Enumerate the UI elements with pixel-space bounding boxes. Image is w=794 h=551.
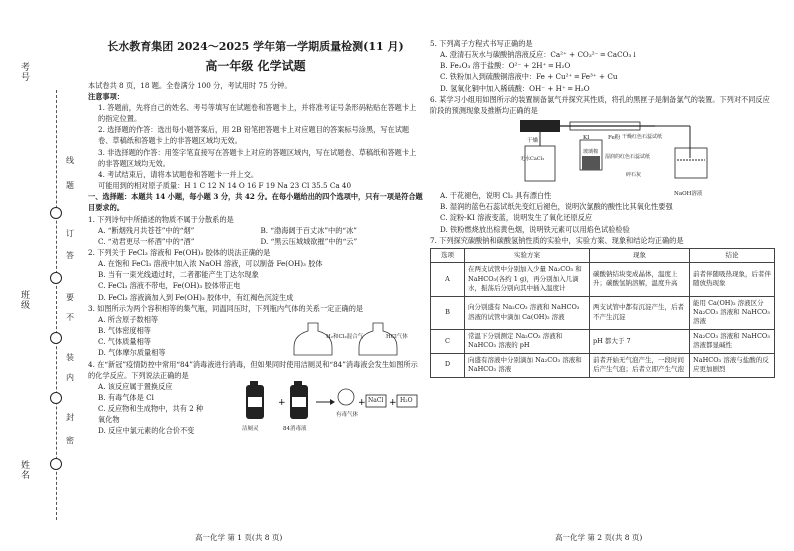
table-header: 结论 xyxy=(690,248,775,262)
question-stem: 2. 下列关于 FeCl₃ 溶液和 Fe(OH)₃ 胶体的说法正确的是 xyxy=(88,247,271,257)
binding-word: 不 xyxy=(66,313,74,322)
figure-label: 湿润的红色石蕊试纸 xyxy=(605,153,651,160)
binding-strip xyxy=(0,0,74,551)
notice-heading: 注意事项： xyxy=(88,91,124,101)
exam-meta: 本试卷共 8 页，18 题。全卷满分 100 分，考试用时 75 分钟。 xyxy=(88,80,292,90)
option: A. 澄清石灰水与碳酸钠溶液反应：Ca²⁺ + CO₃²⁻ ═ CaCO₃↓ xyxy=(440,50,638,60)
option: D. 铁粉燃烧放出棕黄色烟，说明铁元素可以用焰色试验检验 xyxy=(440,224,630,234)
option: D. FeCl₃ 溶液滴加入到 Fe(OH)₃ 胶体中，有红褐色沉淀生成 xyxy=(98,292,294,302)
figure-label: Fe粉 xyxy=(608,134,621,141)
table-header: 实验方案 xyxy=(465,248,590,262)
binding-word: 装 xyxy=(66,353,74,362)
question-stem: 6. 某学习小组用如图所示的装置制备氯气并探究其性质，将孔的黑匣子是制备氯气的装置。下列对不同反应阶段的预测现象及推断均正确的是 xyxy=(430,94,770,115)
binding-circle xyxy=(50,272,62,284)
table-cell: 前者伴随吸热现象，后者伴随放热现象 xyxy=(690,263,775,296)
option: B. 湿润的蓝色石蕊试纸先变红后褪色，说明次氯酸的酸性比其氧化性要强 xyxy=(440,202,673,212)
table-cell: Na₂CO₃ 溶液和 NaHCO₃ 溶液都显碱性 xyxy=(690,329,775,353)
option: D. “黑云压城城欲摧”中的“云” xyxy=(260,236,358,246)
flask-label-mix: H₂和Cl₂混合气 xyxy=(326,333,364,340)
product-label: H₂O xyxy=(400,396,413,404)
table-header-row xyxy=(431,248,775,262)
notice-item: 2. 选择题的作答：选出每小题答案后，用 2B 铅笔把答题卡上对应题目的答案标号涂黑，写在试题卷、草稿纸和答题卡上的非答题区域均无效。 xyxy=(98,125,410,146)
binding-circle xyxy=(50,392,62,404)
table-cell: A xyxy=(431,263,465,296)
class-label: 班级 xyxy=(19,290,29,310)
binding-word: 内 xyxy=(66,373,74,382)
table-cell: NaHCO₃ 溶液与盐酸的反应更加剧烈 xyxy=(690,353,775,377)
table-cell: pH 都大于 7 xyxy=(590,329,690,353)
binding-circle xyxy=(50,458,62,470)
atomic-masses: 可能用到的相对原子质量：H 1 C 12 N 14 O 16 F 19 Na 23 Cl 35.5 Ca 40 xyxy=(98,181,352,191)
question-4 xyxy=(88,359,423,437)
option: D. 气体摩尔质量相等 xyxy=(98,348,166,358)
table-cell: 常温下分别测定 Na₂CO₃ 溶液和 NaHCO₃ 溶液的 pH xyxy=(465,329,590,353)
question-6 xyxy=(430,94,775,235)
option: B. “渤海阔于百丈冰”中的“冰” xyxy=(260,225,357,235)
figure-label: 84消毒液 xyxy=(283,425,307,432)
question-stem: 1. 下列诗句中所描述的物质不属于分散系的是 xyxy=(88,214,234,224)
question-stem: 5. 下列离子方程式书写正确的是 xyxy=(430,39,533,48)
svg-text:+: + xyxy=(278,397,286,408)
binding-word: 订 xyxy=(66,229,74,238)
question-5 xyxy=(430,38,775,94)
binding-circle xyxy=(50,332,62,344)
binding-word: 封 xyxy=(66,413,74,422)
figure-label: 碎石灰 xyxy=(626,171,642,178)
svg-text:+: + xyxy=(358,397,366,408)
exam-no-label: 考号 xyxy=(19,62,29,82)
table-cell: 向盛有溶液中分别滴加 Na₂CO₃ 溶液和 NaHCO₃ 溶液 xyxy=(465,353,590,377)
binding-word: 答 xyxy=(66,251,74,260)
reaction-figure xyxy=(238,381,423,431)
table-cell: 碳酸钠结块变成晶体，温度上升；碳酸氢钠溶解，温度升高 xyxy=(590,263,690,296)
flask-label-hcl: HCl气体 xyxy=(386,333,408,340)
table-header: 选项 xyxy=(431,248,465,262)
binding-circle xyxy=(50,207,62,219)
table-row xyxy=(431,353,775,377)
option: C. 气体质量相等 xyxy=(98,337,151,347)
notice-item: 3. 非选择题的作答：用签字笔直接写在答题卡上对应的答题区域内，写在试题卷、草稿纸和答题卡上的非答题区域均无效。 xyxy=(98,147,417,168)
question-7 xyxy=(430,235,775,378)
product-label: NaCl xyxy=(368,396,384,404)
page-footer: 高一化学 第 1 页(共 8 页) xyxy=(195,533,283,542)
option: A. 在饱和 FeCl₃ 溶液中加入浓 NaOH 溶液，可以制备 Fe(OH)₃ 胶体 xyxy=(98,259,323,269)
figure-label: 洁厕灵 xyxy=(242,425,259,432)
notice-item: 1. 答题前，先将自己的姓名、考号等填写在试题卷和答题卡上，并将准考证号条形码粘贴在答题卡上的指定位置。 xyxy=(98,102,417,124)
table-cell: 能用 Ca(OH)₂ 溶液区分 Na₂CO₃ 溶液和 NaHCO₃ 溶液 xyxy=(690,296,775,329)
option: B. 气体密度相等 xyxy=(98,326,151,336)
option: C. 淀粉-KI 溶液变蓝，说明发生了氧化还原反应 xyxy=(440,213,593,223)
option: A. 该反应属于置换反应 xyxy=(98,381,173,391)
table-cell: 在两支试管中分别加入少量 Na₂CO₃ 和 NaHCO₃(各约 1 g)，再分别加入几滴水，振荡后分别向其中插入温度计 xyxy=(465,263,590,296)
figure-label: 干燥 xyxy=(527,137,539,144)
table-cell: C xyxy=(431,329,465,353)
table-row xyxy=(431,329,775,353)
left-page xyxy=(88,38,423,437)
option: B. 当有一束光线通过时，二者都能产生丁达尔现象 xyxy=(98,270,259,280)
binding-word: 线 xyxy=(66,156,74,165)
question-2 xyxy=(88,247,423,303)
notice-item: 4. 考试结束后，请将本试题卷和答题卡一并上交。 xyxy=(98,169,259,179)
option: A. 干花褪色，说明 Cl₂ 具有漂白性 xyxy=(440,191,552,201)
question-1 xyxy=(88,214,423,247)
question-3 xyxy=(88,303,423,359)
table-header: 现象 xyxy=(590,248,690,262)
binding-word: 要 xyxy=(66,293,74,302)
table-cell: 两支试管中都有沉淀产生，后者不产生沉淀 xyxy=(590,296,690,329)
experiment-table xyxy=(430,248,775,378)
option: A. “断烟残月共苍苍”中的“烟” xyxy=(98,225,195,235)
option: D. 反应中氯元素的化合价不变 xyxy=(98,426,195,436)
svg-text:+: + xyxy=(389,397,397,408)
option: B. 有毒气体是 Cl xyxy=(98,393,154,403)
figure-label: 干燥红色石蕊试纸 xyxy=(622,133,663,140)
binding-word: 题 xyxy=(66,181,74,190)
table-cell: 向分别盛有 Na₂CO₃ 溶液和 NaHCO₃ 溶液的试管中滴加 Ca(OH)₂ 溶液 xyxy=(465,296,590,329)
table-cell: 前者开始无气泡产生，一段时间后产生气泡；后者立即产生气泡 xyxy=(590,353,690,377)
figure-label: 有毒气体 xyxy=(336,411,359,418)
option: D. 氢氧化铜中加入稀硫酸：OH⁻ + H⁺ ═ H₂O xyxy=(440,83,590,93)
option: B. Fe₂O₃ 溶于盐酸：O²⁻ + 2H⁺ ═ H₂O xyxy=(440,61,571,71)
question-stem: 3. 如图所示为两个容积相等的集气瓶，同温同压时，下列瓶内气体的关系一定正确的是 xyxy=(88,303,364,313)
table-cell: D xyxy=(431,353,465,377)
figure-label: NaOH溶液 xyxy=(674,190,703,197)
option: C. “劝君更尽一杯酒”中的“酒” xyxy=(98,236,195,246)
binding-word: 密 xyxy=(66,436,74,445)
option: C. 铁粉加入到硫酸铜溶液中：Fe + Cu²⁺ ═ Fe³⁺ + Cu xyxy=(440,72,618,82)
table-row xyxy=(431,296,775,329)
exam-subtitle: 高一年级 化学试题 xyxy=(205,59,306,74)
page-footer: 高一化学 第 2 页(共 8 页) xyxy=(555,533,643,542)
figure-label: 玻璃棉 xyxy=(583,148,599,155)
right-page xyxy=(430,38,775,378)
question-stem: 7. 下列探究碳酸钠和碳酸氢钠性质的实验中，实验方案、现象和结论均正确的是 xyxy=(430,235,684,245)
option: A. 所含原子数相等 xyxy=(98,314,159,324)
figure-label: 无水CaCl₂ xyxy=(520,155,545,162)
table-cell: B xyxy=(431,296,465,329)
table-row xyxy=(431,263,775,296)
option: C. 反应物和生成物中，共有 2 种氧化物 xyxy=(98,404,204,425)
figure-label: KI xyxy=(583,134,590,141)
section-heading: 一、选择题：本题共 14 小题，每小题 3 分，共 42 分。在每小题给出的四个选项中，只有一项是符合题目要求的。 xyxy=(88,192,423,213)
exam-title: 长水教育集团 2024～2025 学年第一学期质量检测(11 月) xyxy=(107,40,404,53)
question-stem: 4. 在“新冠”疫情防控中常用“84”消毒液进行消毒，但如果同时使用洁厕灵和“84”消毒液会发生如图所示的化学反应。下列说法正确的是 xyxy=(88,359,418,380)
name-label: 姓名 xyxy=(19,460,29,480)
binding-dashed-line xyxy=(56,90,57,520)
option: C. FeCl₃ 溶液不带电，Fe(OH)₃ 胶体带正电 xyxy=(98,281,241,291)
